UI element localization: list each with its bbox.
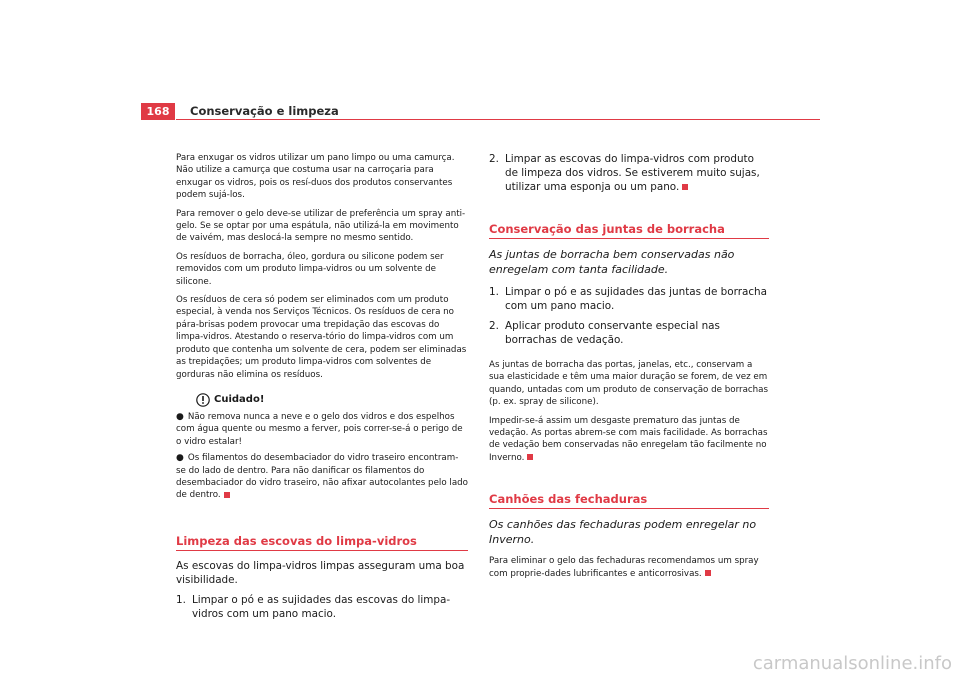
step-number: 2. — [489, 153, 499, 165]
warning-icon — [196, 393, 210, 407]
page-number: 168 — [141, 103, 175, 120]
paragraph: Os resíduos de cera só podem ser eliminados com um produto especial, à venda nos Serviços Técnicos. Os resíduos de cera no pára-brisas podem provocar uma trepidação das escovas do limpa-vidros. Atestando o reserva-tório do limpa-vidros com um produto que contenha um solvente de cera, podem ser eliminadas as trepidações; um produto limpa-vidros com solventes de gorduras não elimina os resíduos. — [176, 295, 467, 380]
header-rule — [176, 119, 820, 120]
bullet-icon: ● — [176, 411, 184, 422]
warning-bullet-text: Os filamentos do desembaciador do vidro traseiro encontram-se do lado de dentro. Para não danificar os filamentos do desembaciador do vidro traseiro, não afixar autocolantes pelo lado de dentro. — [176, 453, 468, 501]
warning-bullet-text: Não remova nunca a neve e o gelo dos vidros e dos espelhos com água quente ou mesmo a ferver, pois correr-se-á o perigo de o vidro estalar! — [176, 411, 463, 447]
paragraph: Para enxugar os vidros utilizar um pano limpo ou uma camurça. Não utilize a camurça que costuma usar na carroçaria para enxugar os vidros, pois os resí-duos dos produtos conservantes podem sujá-los. — [176, 153, 455, 201]
paragraph: As escovas do limpa-vidros limpas asseguram uma boa visibilidade. — [176, 559, 465, 586]
step-number: 1. — [489, 286, 499, 298]
left-column — [176, 152, 468, 627]
warning-heading — [176, 393, 468, 407]
step-text: Limpar o pó e as sujidades das escovas do limpa-vidros com um pano macio. — [192, 593, 451, 620]
section-subtitle: As juntas de borracha bem conservadas não enregelam com tanta facilidade. — [489, 248, 735, 276]
right-column — [489, 152, 769, 586]
end-mark-icon — [682, 184, 688, 190]
step-item — [489, 319, 769, 347]
section-title: Limpeza das escovas do limpa-vidros — [176, 534, 468, 551]
bullet-icon: ● — [176, 453, 184, 464]
paragraph-text: Para eliminar o gelo das fechaduras recomendamos um spray com proprie-dades lubrificantes e anticorrosivas. — [489, 556, 759, 579]
watermark: carmanualsonline.info — [752, 653, 952, 674]
paragraph: Os resíduos de borracha, óleo, gordura ou silicone podem ser removidos com um produto limpa-vidros ou um solvente de silicone. — [176, 251, 444, 287]
step-number: 1. — [176, 593, 186, 606]
end-mark-icon — [705, 570, 711, 576]
step-text-content: Limpar as escovas do limpa-vidros com produto de limpeza dos vidros. Se estiverem muito sujas, utilizar uma esponja ou um pano. — [505, 153, 760, 193]
step-text: Limpar o pó e as sujidades das juntas de borracha com um pano macio. — [505, 286, 768, 312]
paragraph: As juntas de borracha das portas, janelas, etc., conservam a sua elasticidade e têm uma maior duração se forem, de vez em quando, untadas com um produto de conservação de borrachas (p. ex. spray de silicone). — [489, 360, 769, 408]
step-item — [489, 152, 769, 194]
step-item — [176, 593, 468, 621]
end-mark-icon — [224, 492, 230, 498]
step-number: 2. — [489, 320, 499, 332]
step-text: Aplicar produto conservante especial nas borrachas de vedação. — [505, 320, 720, 346]
paragraph — [489, 555, 769, 580]
step-item — [489, 285, 769, 313]
warning-title: Cuidado! — [214, 394, 265, 406]
step-text — [505, 152, 769, 194]
warning-bullet — [176, 411, 468, 448]
warning-bullet — [176, 452, 468, 502]
paragraph: Para remover o gelo deve-se utilizar de preferência um spray anti-gelo. Se se optar por uma espátula, não utilizá-la em movimento de vaivém, mas deslocá-la sempre no mesmo sentido. — [176, 208, 466, 244]
page-header-title: Conservação e limpeza — [190, 104, 339, 118]
paragraph — [489, 415, 769, 465]
section-subtitle: Os canhões das fechaduras podem enregelar no Inverno. — [489, 518, 757, 547]
section-title: Conservação das juntas de borracha — [489, 222, 769, 239]
end-mark-icon — [527, 454, 533, 460]
section-title: Canhões das fechaduras — [489, 492, 769, 509]
paragraph-text: Impedir-se-á assim um desgaste prematuro das juntas de vedação. As portas abrem-se com mais facilidade. As borrachas de vedação bem conservadas não enregelam tão facilmente no Inverno. — [489, 415, 768, 463]
